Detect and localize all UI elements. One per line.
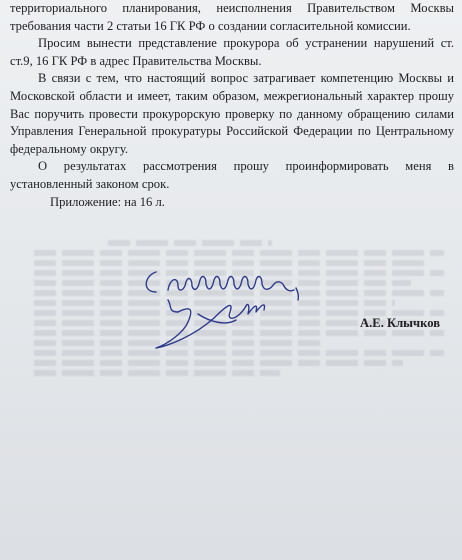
signer-name: А.Е. Клычков	[360, 316, 440, 330]
letter-line: О результатах рассмотрения прошу проинформировать меня в	[38, 159, 454, 174]
letter-line: ст.9, 16 ГК РФ в адрес Правительства Москвы.	[10, 53, 262, 68]
letter-line: Приложение: на 16 л.	[50, 194, 165, 209]
handwritten-signature	[138, 262, 338, 358]
letter-line: В связи с тем, что настоящий вопрос затрагивает компетенцию Москвы и	[38, 71, 454, 86]
letter-line: требования части 2 статьи 16 ГК РФ о создании согласительной комиссии.	[10, 18, 411, 33]
letter-line: установленный законом срок.	[10, 176, 170, 191]
letter-line: Управления Генеральной прокуратуры Российской Федерации по Центральному	[10, 124, 454, 139]
letter-line: федеральному округу.	[10, 141, 129, 156]
letter-line: территориального планирования, неисполнения Правительством Москвы	[10, 1, 454, 15]
letter-body	[10, 0, 454, 211]
letter-line: Московской области и имеет, таким образом, межрегиональный характер прошу	[10, 88, 454, 103]
letter-line: Просим вынести представление прокурора об устранении нарушений ст.	[38, 36, 454, 51]
letter-line: Вас поручить провести прокурорскую проверку по данному обращению силами	[10, 106, 454, 121]
